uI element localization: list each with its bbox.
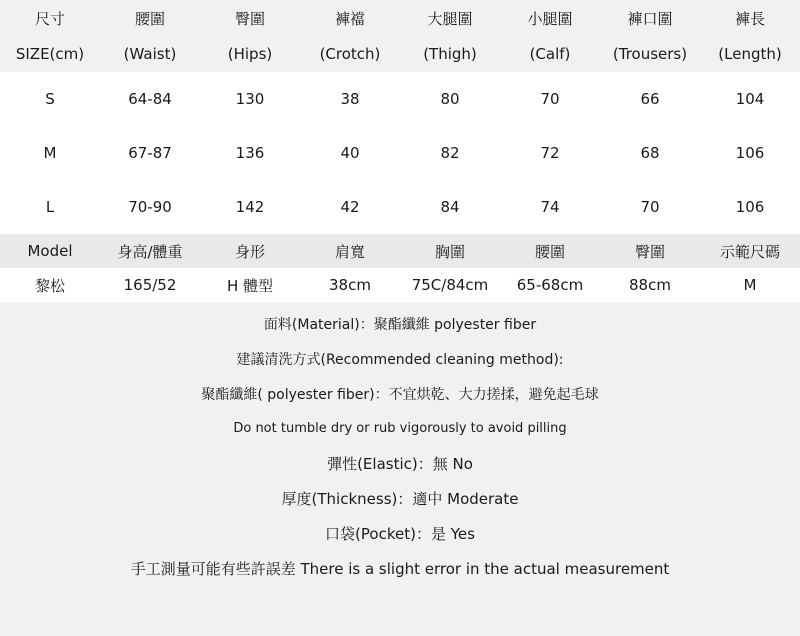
table-cell: 70	[540, 90, 560, 108]
header-zh-thigh: 大腿圍	[427, 9, 473, 28]
header-en-length: (Length)	[718, 45, 782, 63]
table-cell: 70-90	[128, 198, 172, 216]
note-thickness: 厚度(Thickness)：適中 Moderate	[281, 490, 519, 508]
table-cell: 40	[340, 144, 360, 162]
size-label: M	[43, 144, 57, 162]
model-shoulder: 38cm	[329, 276, 371, 294]
header-en-thigh: (Thigh)	[423, 45, 477, 63]
model-header-hips: 臀圍	[634, 242, 665, 261]
table-cell: 106	[735, 144, 765, 162]
size-label: L	[45, 198, 55, 216]
table-row	[0, 72, 800, 126]
model-table-row	[0, 268, 800, 302]
table-cell: 142	[235, 198, 265, 216]
table-cell: 136	[235, 144, 265, 162]
table-cell: 130	[235, 90, 265, 108]
model-header-size-worn: 示範尺碼	[719, 242, 780, 261]
size-table-header	[0, 0, 800, 72]
model-table-header	[0, 234, 800, 268]
header-en-crotch: (Crotch)	[319, 45, 381, 63]
table-cell: 84	[440, 198, 460, 216]
table-cell: 82	[440, 144, 460, 162]
header-en-calf: (Calf)	[529, 45, 571, 63]
table-cell: 80	[440, 90, 460, 108]
table-cell: 66	[640, 90, 660, 108]
table-cell: 38	[340, 90, 360, 108]
model-size-worn: M	[743, 276, 757, 294]
model-header-model: Model	[27, 242, 73, 260]
note-pocket: 口袋(Pocket)：是 Yes	[325, 525, 475, 543]
product-notes	[0, 302, 800, 636]
header-en-size: SIZE(cm)	[15, 45, 85, 63]
note-cleaning-en: Do not tumble dry or rub vigorously to avoid pilling	[233, 421, 567, 436]
header-en-hips: (Hips)	[227, 45, 273, 63]
header-zh-crotch: 褲襠	[334, 9, 365, 28]
table-row	[0, 180, 800, 234]
note-elastic: 彈性(Elastic)：無 No	[327, 455, 473, 473]
header-zh-trousers: 褲口圍	[627, 9, 673, 28]
header-en-trousers: (Trousers)	[612, 45, 688, 63]
table-cell: 67-87	[128, 144, 172, 162]
model-header-height-weight: 身高/體重	[117, 242, 183, 261]
header-zh-hips: 臀圍	[234, 9, 265, 28]
note-cleaning-zh: 聚酯纖維( polyester fiber)：不宜烘乾、大力搓揉，避免起毛球	[201, 386, 599, 403]
size-label: S	[45, 90, 55, 108]
header-zh-waist: 腰圍	[134, 9, 165, 28]
model-height-weight: 165/52	[123, 276, 177, 294]
table-cell: 72	[540, 144, 560, 162]
size-table-body	[0, 72, 800, 234]
model-header-waist: 腰圍	[534, 242, 565, 261]
header-en-waist: (Waist)	[123, 45, 177, 63]
model-name: 黎松	[34, 276, 65, 295]
header-zh-size: 尺寸	[34, 9, 65, 28]
table-cell: 64-84	[128, 90, 172, 108]
model-waist: 65-68cm	[516, 276, 584, 294]
header-zh-length: 褲長	[734, 9, 765, 28]
table-cell: 70	[640, 198, 660, 216]
header-row-chinese	[0, 0, 800, 36]
model-header-shoulder: 肩寬	[334, 242, 365, 261]
note-cleaning-title: 建議清洗方式(Recommended cleaning method):	[236, 351, 564, 368]
header-row-english	[0, 36, 800, 72]
header-zh-calf: 小腿圍	[527, 9, 573, 28]
model-body-type: H 體型	[226, 276, 274, 295]
note-material: 面料(Material)：聚酯纖維 polyester fiber	[263, 316, 537, 333]
note-measurement-error: 手工測量可能有些許誤差 There is a slight error in the actual measurement	[130, 560, 670, 578]
table-cell: 42	[340, 198, 360, 216]
model-header-chest: 胸圍	[434, 242, 465, 261]
table-cell: 68	[640, 144, 660, 162]
table-cell: 104	[735, 90, 765, 108]
table-cell: 74	[540, 198, 560, 216]
model-chest: 75C/84cm	[411, 276, 489, 294]
model-hips: 88cm	[629, 276, 671, 294]
model-header-body-type: 身形	[234, 242, 265, 261]
table-cell: 106	[735, 198, 765, 216]
table-row	[0, 126, 800, 180]
